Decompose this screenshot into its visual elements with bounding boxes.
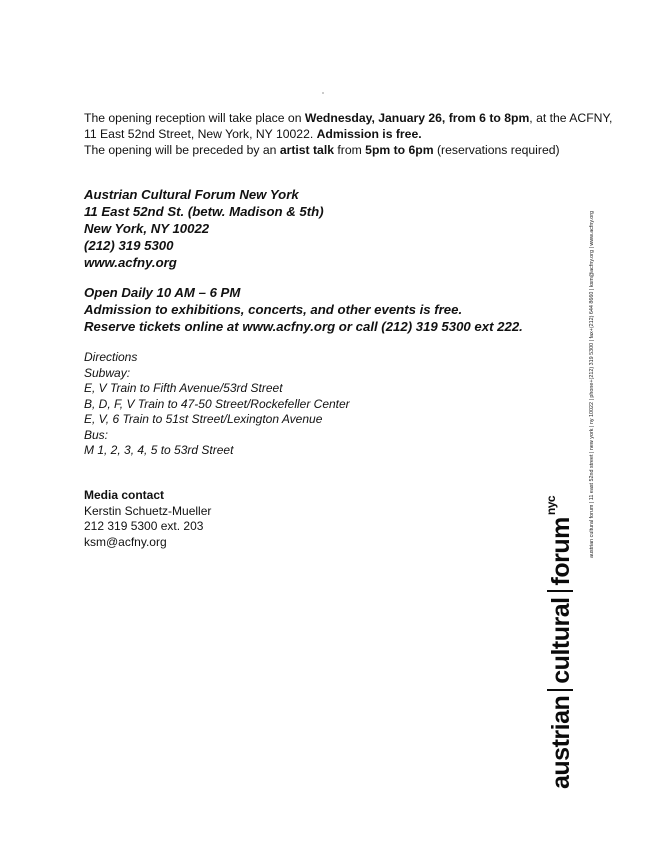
directions-line: Bus: (84, 427, 109, 442)
brand-contact-info: austrian cultural forum | 11 east 52nd street | new york | ny 10022 | phone+(212) 319 5300 | fax+(212) 644 8660 | ksm@acfny.org | www.acfny.org (589, 211, 595, 558)
hours-block (84, 284, 523, 335)
intro-line-3 (84, 142, 584, 158)
intro-paragraph (84, 110, 613, 158)
address-block (84, 186, 324, 271)
intro-text: The opening reception will take place on (84, 111, 305, 125)
address-line: Austrian Cultural Forum New York (84, 187, 299, 202)
intro-text: (reservations required) (433, 143, 560, 157)
media-contact-block (84, 488, 211, 550)
directions-line: E, V Train to Fifth Avenue/53rd Street (84, 381, 283, 395)
artist-talk: artist talk (279, 143, 335, 157)
address-line: 11 East 52nd St. (betw. Madison & 5th) (84, 204, 324, 219)
logo-divider (547, 590, 573, 592)
address-line: (212) 319 5300 (84, 238, 174, 253)
directions-line: M 1, 2, 3, 4, 5 to 53rd Street (84, 443, 234, 457)
address-line: New York, NY 10022 (84, 221, 210, 236)
logo-divider (547, 689, 573, 691)
scan-speck (322, 92, 324, 94)
hours-line: Admission to exhibitions, concerts, and other events is free. (84, 302, 463, 317)
intro-text: The opening will be preceded by an (84, 143, 280, 157)
directions-line: B, D, F, V Train to 47-50 Street/Rockefeller Center (84, 396, 350, 411)
hours-line: Reserve tickets online at www.acfny.org or call (212) 319 5300 ext 222. (84, 319, 523, 334)
logo-word: austrian (547, 695, 575, 789)
media-contact-line: Kerstin Schuetz-Mueller (84, 503, 212, 518)
brand-sidebar (544, 118, 605, 789)
media-contact-heading: Media contact (84, 488, 165, 502)
directions-block (84, 350, 350, 459)
admission-note: Admission is free. (316, 127, 422, 141)
reception-date: Wednesday, January 26, from 6 to 8pm (304, 111, 530, 125)
media-contact-line: 212 319 5300 ext. 203 (84, 519, 204, 533)
directions-line: Subway: (84, 365, 131, 380)
directions-line: E, V, 6 Train to 51st Street/Lexington Avenue (84, 412, 323, 426)
intro-text: , at the ACFNY, (529, 111, 613, 125)
brand-logo (544, 473, 578, 789)
media-contact-line: ksm@acfny.org (84, 534, 167, 549)
directions-line: Directions (84, 350, 138, 364)
logo-word: forum (547, 517, 575, 586)
intro-line-1 (84, 110, 613, 126)
intro-line-2 (84, 126, 584, 142)
hours-line: Open Daily 10 AM – 6 PM (84, 285, 241, 300)
intro-text: 11 East 52nd Street, New York, NY 10022. (84, 127, 317, 141)
talk-time: 5pm to 6pm (365, 143, 434, 157)
intro-text: from (334, 143, 366, 157)
logo-suffix: nyc (544, 495, 558, 516)
address-line: www.acfny.org (84, 255, 177, 270)
logo-word: cultural (547, 597, 575, 684)
